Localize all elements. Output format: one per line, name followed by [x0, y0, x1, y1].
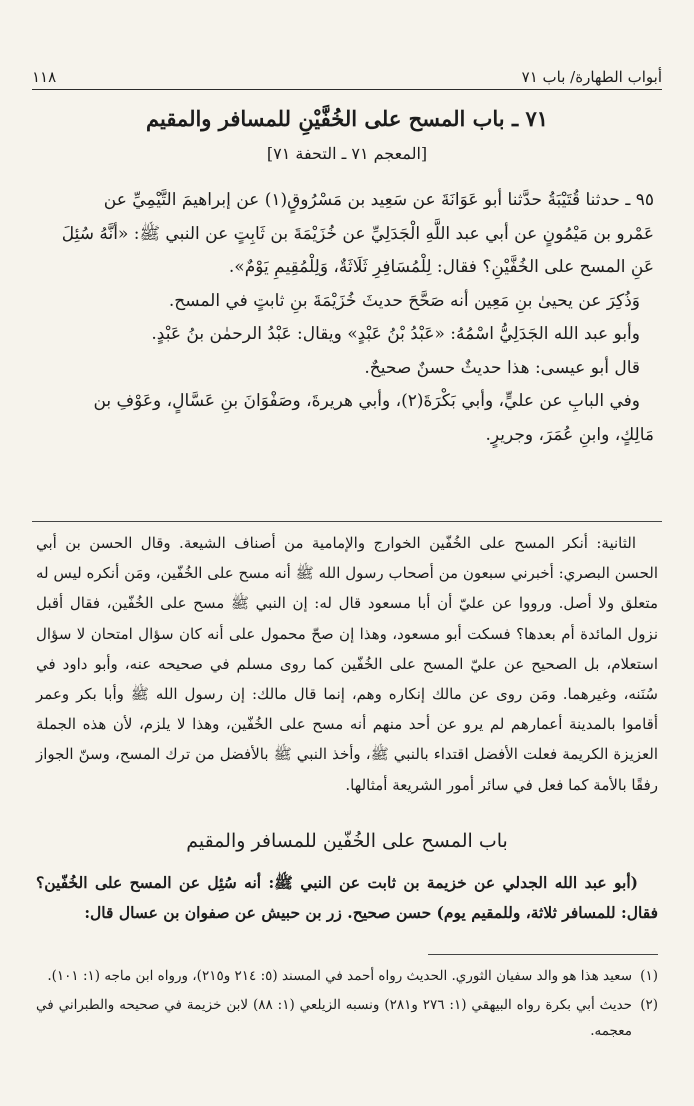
footnote-text: حديث أبي بكرة رواه البيهقي (١: ٢٧٦ و٢٨١) ونسبه الزيلعي (١: ٨٨) لابن خزيمة في صحيحه والطبراني في معجمه.	[36, 997, 633, 1039]
bab-line: مَالِكٍ، وابنِ عُمَرَ، وجريرٍ.	[485, 424, 654, 445]
bab-line: وفي البابِ عن عليٍّ، وأبي بَكْرَةَ(٢)، وأبي هريرةَ، وصَفْوَانَ بنِ عَسَّالٍ، وعَوْفِ بن	[93, 391, 640, 411]
footnotes	[36, 963, 658, 1047]
footnote	[36, 963, 658, 989]
page-number: ١١٨	[32, 68, 57, 86]
hadith-note: وأبو عبد الله الجَدَلِيُّ اسْمُهُ: «عَبْدُ بْنُ عَبْدٍ» ويقال: عَبْدُ الرحمٰن بنُ عَبْدٍ.	[151, 324, 640, 344]
footnote-text: سعيد هذا هو والد سفيان الثوري. الحديث رواه أحمد في المسند (٥: ٢١٤ و٢١٥)، ورواه ابن ماجه (١: ١٠١).	[47, 968, 632, 984]
running-header	[32, 60, 662, 90]
section-title: باب المسح على الخُفّين للمسافر والمقيم	[186, 830, 508, 852]
footnote-number: (١)	[640, 968, 658, 984]
hadith-line: عَمْرو بن مَيْمُونٍ عن أبي عبد اللَّهِ الْجَدَلِيِّ عن خُزَيْمَةَ بن ثَابِتٍ عن النبي ﷺ: «أنَّهُ سُئِلَ	[61, 223, 654, 244]
section-body	[36, 868, 658, 928]
chapter-concordance: [المعجم ٧١ ـ التحفة ٧١]	[266, 144, 428, 163]
footnote	[36, 992, 658, 1044]
chapter-title: ٧١ ـ باب المسح على الخُفَّيْنِ للمسافر والمقيم	[146, 106, 548, 131]
section-paragraph: (أبو عبد الله الجدلي عن خزيمة بن ثابت عن النبي ﷺ: أنه سُئِل عن المسح على الخُفّين؟ فقال: للمسافر ثلاثة، وللمقيم يوم) حسن صحيح. زر بن حبيش عن صفوان بن عسال قال:	[36, 873, 658, 922]
hadith-line: ٩٥ ـ حدثنا قُتَيْبَةُ حدَّثنا أبو عَوَانَةَ عن سَعِيد بن مَسْرُوقٍ(١) عن إبراهيمَ التَّيْمِيِّ عن	[103, 190, 654, 210]
footnote-number: (٢)	[640, 997, 659, 1013]
commentary-paragraph: الثانية: أنكر المسح على الخُفّين الخوارج والإمامية من أصناف الشيعة. وقال الحسن بن أبي الحسن البصري: أخبرني سبعون من أصحاب رسول الله ﷺ أنه مسح على الخُفّين، ومَن أنكره ليس له متعلق ولا أصل. ورووا عن عليّ أن أبا مسعود قال له: إن النبي ﷺ مسح على الخُفّين، فقال أقبل نزول المائدة أم بعدها؟ فسكت أبو مسعود، وهذا إن صحّ محمول على أنه كان سؤال امتحان لا سؤال استعلام، بل الصحيح عن عليّ المسح على الخُفّين كما روى مسلم في صحيحه عنه، وأبو داود في سُنَنه، وغيرهما. ومَن روى عن مالك إنكاره وهم، إنما قال مالك: إن رسول الله ﷺ وأبا بكر وعمر أقاموا بالمدينة أعمارهم لم يرو عن أحد منهم أنه مسح على الخُفّين، وهذا لا يلزم، لأن هذه الجملة العزيزة الكريمة فعلت الأفضل اقتداء بالنبي ﷺ، وأخذ النبي ﷺ بالأفضل من ترك المسح، وسنّ الجواز رفقًا بالأمة كما فعل في سائر أمور الشريعة أمثالها.	[36, 534, 658, 794]
hadith-note: وَذُكِرَ عن يحيىٰ بنِ مَعِين أنه صَحَّحَ حديثَ خُزَيْمَةَ بنِ ثابتٍ في المسح.	[168, 290, 640, 311]
commentary-divider	[32, 521, 662, 522]
commentary-block	[36, 528, 658, 800]
hadith-block	[40, 184, 654, 452]
footnote-divider	[428, 954, 658, 955]
hadith-note: قال أبو عيسى: هذا حديثٌ حسنٌ صحيحٌ.	[364, 357, 640, 378]
hadith-line: عَنِ المسح على الخُفَّيْنِ؟ فقال: لِلْمُسَافِرِ ثَلَاثَةٌ، وَلِلْمُقِيمِ يَوْمٌ».	[228, 257, 654, 277]
running-title: أبواب الطهارة/ باب ٧١	[521, 68, 662, 86]
